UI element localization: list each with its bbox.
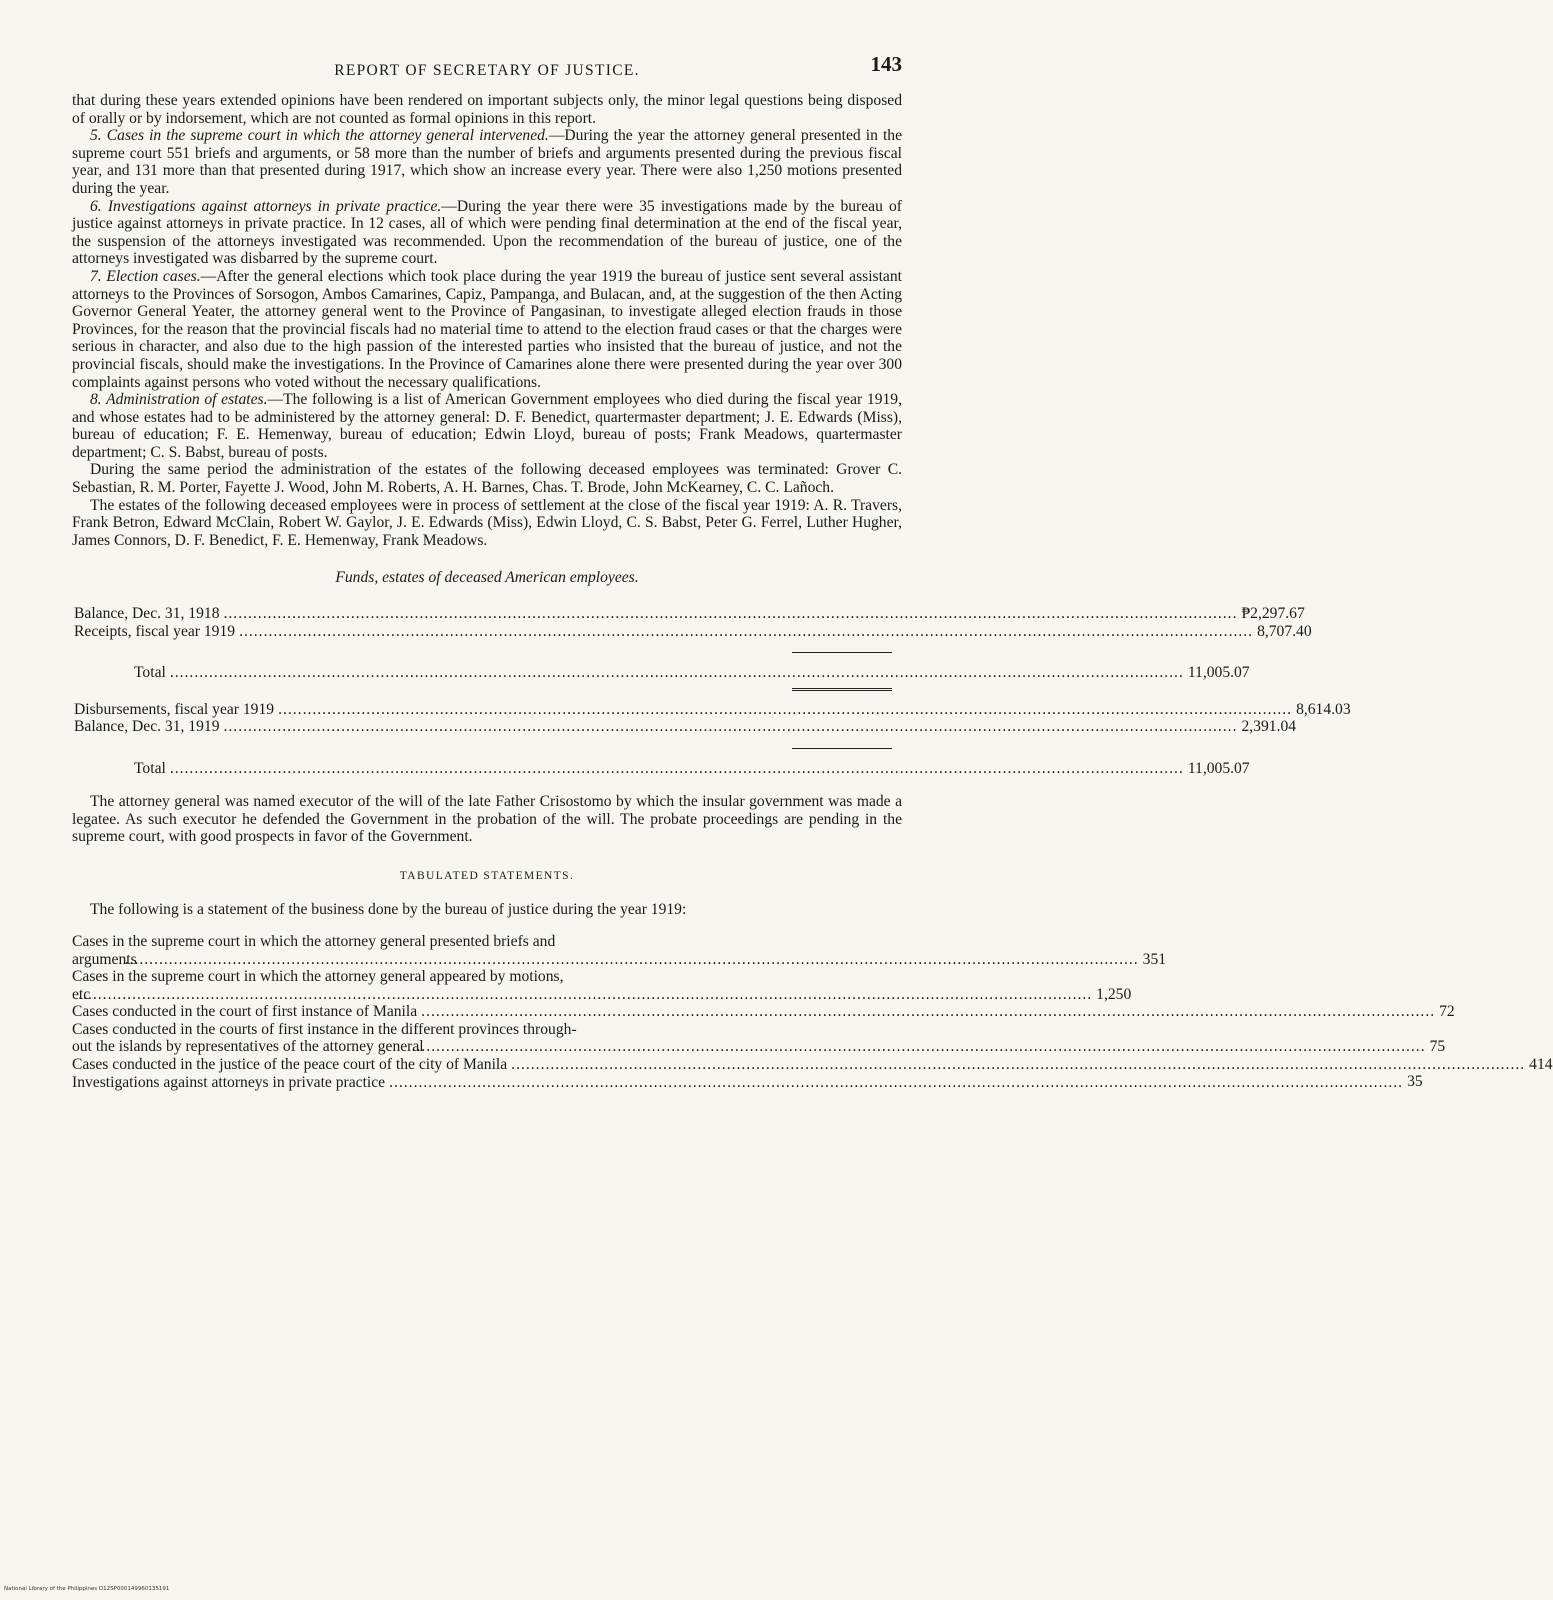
list-value: 351 [1142,950,1167,968]
paragraph-investigations: 6. Investigations against attorneys in private practice.—During the year there were 35 investigations made by the bureau of justice against attorneys in private practice. In 12 cases, all of which were pending final determination at the end of the fiscal year, the suspension of the attorneys investigated was recommended. Upon the recommendation of the bureau of justice, one of the attorneys investigated was disbarred by the supreme court. [72,197,902,268]
funds-total-row: Total ..... 11,005.07 [74,664,892,682]
paragraph-executor: The attorney general was named executor of the will of the late Father Crisostomo by which the insular government was made a legatee. As such executor he defended the Government in the probation of the will. The probate proceedings are pending in the supreme court, with good prospects in favor of the Government. [72,793,902,846]
document-page [72,52,1553,1091]
list-item: Cases conducted in the justice of the peace court of the city of Manila ..... 414 [72,1056,902,1074]
list-value: 72 [1439,1003,1455,1021]
funds-row: Receipts, fiscal year 1919 ..... 8,707.40 [74,623,892,641]
double-rule [792,688,892,691]
scan-footer: National Library of the Philippines D12SP000149960135191 [4,1586,170,1592]
page-number: 143 [870,52,902,76]
sum-rule [792,748,892,749]
paragraph-administration-estates: 8. Administration of estates.—The following is a list of American Government employees who died during the fiscal year 1919, and whose estates had to be administered by the attorney general: D. F. Benedict, quartermaster department; J. E. Edwards (Miss), bureau of education; F. E. Hemenway, bureau of education; Edwin Lloyd, bureau of posts; Frank Meadows, quartermaster department; C. S. Babst, bureau of posts. [72,391,902,461]
funds-total-row: Total ..... 11,005.07 [74,760,892,778]
list-item: Cases in the supreme court in which the attorney general presented briefs and arguments ..... 351 [72,933,902,968]
funds-table [72,605,1351,777]
tabulated-list [72,933,1553,1091]
paragraph-settlement-estates: The estates of the following deceased employees were in process of settlement at the close of the fiscal year 1919: A. R. Travers, Frank Betron, Edward McClain, Robert W. Gaylor, J. E. Edwards (Miss), Edwin Lloyd, C. S. Babst, Peter G. Ferrel, Luther Hugher, James Connors, D. F. Benedict, F. E. Hemenway, Frank Meadows. [72,496,902,549]
list-item: Cases conducted in the court of first instance of Manila ..... 72 [72,1003,902,1021]
funds-row: Balance, Dec. 31, 1919 ..... 2,391.04 [74,718,892,736]
funds-row: Balance, Dec. 31, 1918 ..... ₱2,297.67 [74,605,892,623]
paragraph-lead: 5. Cases in the supreme court in which the attorney general intervened. [90,127,549,145]
amount: ₱2,297.67 [1241,605,1305,623]
paragraph-lead: 7. Election cases. [90,267,201,285]
amount: 2,391.04 [1241,718,1297,736]
list-value: 75 [1429,1038,1446,1056]
sum-rule [792,652,892,653]
running-header [72,52,902,92]
funds-title: Funds, estates of deceased American employees. [335,569,639,587]
tabulated-intro: The following is a statement of the business done by the bureau of justice during the year 1919: [90,901,687,919]
list-item: Cases conducted in the courts of first instance in the different provinces through- out the islands by representatives of the attorney general ..... 75 [72,1021,902,1056]
paragraph-supreme-court: 5. Cases in the supreme court in which the attorney general intervened.—During the year the attorney general presented in the supreme court 551 briefs and arguments, or 58 more than the number of briefs and arguments presented during the previous fiscal year, and 131 more than that presented during 1917, which show an increase every year. There were also 1,250 motions presented during the year. [72,127,903,197]
funds-row: Disbursements, fiscal year 1919 ..... 8,614.03 [74,701,892,719]
header-title: REPORT OF SECRETARY OF JUSTICE. [334,62,640,79]
amount: 8,614.03 [1296,700,1351,718]
amount: 11,005.07 [1187,759,1250,777]
list-item: Investigations against attorneys in private practice ..... 35 [72,1073,902,1091]
list-value: 414 [1529,1055,1553,1073]
tabulated-title: TABULATED STATEMENTS. [399,869,575,882]
paragraph-lead: 6. Investigations against attorneys in private practice. [90,197,442,215]
list-value: 1,250 [1096,985,1132,1003]
paragraph-lead: 8. Administration of estates. [90,391,268,409]
list-item: Cases in the supreme court in which the attorney general appeared by motions, etc ..... 1,250 [72,968,902,1003]
paragraph-opinions: that during these years extended opinions have been rendered on important subjects only, the minor legal questions being disposed of orally or by indorsement, which are not counted as formal opinions in this report. [72,92,902,127]
amount: 11,005.07 [1187,664,1250,682]
paragraph-election-cases: 7. Election cases.—After the general elections which took place during the year 1919 the bureau of justice sent several assistant attorneys to the Provinces of Sorsogon, Ambos Camarines, Capiz, Pampanga, and Bulacan, and, at the suggestion of the then Acting Governor General Yeater, the attorney general went to the Province of Pangasinan, to investigate alleged election frauds in those Provinces, for the reason that the provincial fiscals had no material time to attend to the election fraud cases or that the charges were serious in character, and also due to the high passion of the interested parties who insisted that the bureau of justice, and not the provincial fiscals, should make the investigations. In the Province of Camarines alone there were presented during the year over 300 complaints against persons who voted without the necessary qualifications. [72,267,902,391]
list-value: 35 [1407,1073,1423,1091]
paragraph-terminated-estates: During the same period the administration of the estates of the following deceased employees was terminated: Grover C. Sebastian, R. M. Porter, Fayette J. Wood, John M. Roberts, A. H. Barnes, Chas. T. Brode, John McKearney, C. C. Lañoch. [72,461,902,497]
amount: 8,707.40 [1257,622,1312,640]
